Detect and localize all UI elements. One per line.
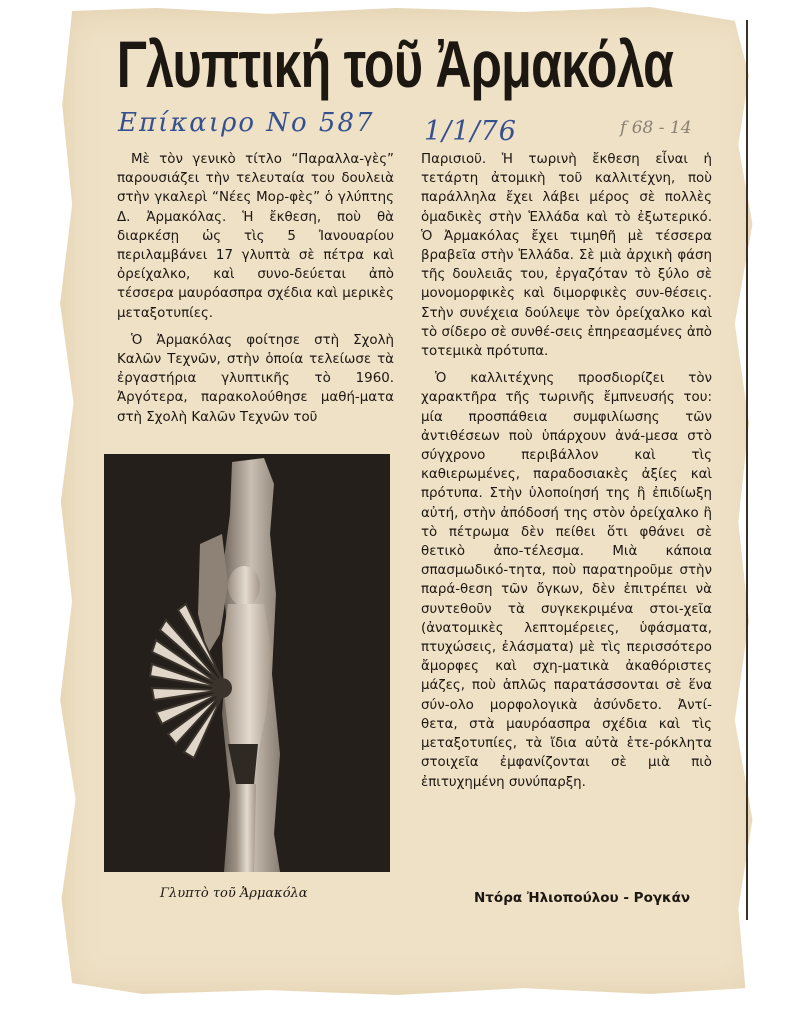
paragraph: Μὲ τὸν γενικὸ τίτλο “Παραλλα-γὲς” παρουσιάζει τὴν τελευταία του δουλειὰ στὴν γκαλερὶ “Νέες Μορ-φὲς” ὁ γλύπτης Δ. Ἀρμακόλας. Ἡ ἔκθεση, ποὺ θὰ διαρκέσῃ ὡς τὶς 5 Ἰανουαρίου περιλαμβάνει 17 γλυπτὰ σὲ πέτρα καὶ ὀρείχαλκο, καὶ συνο-δεύεται ἀπὸ τέσσερα μαυρόασπρα σχέδια καὶ μερικὲς μεταξοτυπίες. <box>117 152 394 321</box>
paragraph: Ὁ καλλιτέχνης προσδιορίζει τὸν χαρακτῆρα τῆς τωρινῆς ἔμπνευσής του: μία προσπάθεια συμφιλίωσης τῶν ἀντιθέσεων ποὺ ὑπάρχουν ἀνά-μεσα στὸ σύγχρονο περιβάλλον καὶ τὶς καθιερωμένες, παραδοσιακὲς ἀξίες καὶ πρότυπα. Στὴν ὑλοποίησή της ἢ ἐπιδίωξη αὐτή, στὴν ἀπόδοσή της στὸν ὀρείχαλκο ἢ τὸ πέτρωμα δὲν πείθει ὅτι φθάνει σὲ θετικὸ ἀπο-τέλεσμα. Μιὰ κάποια σπασμωδικό-τητα, ποὺ παρατηροῦμε στὴν παρά-θεση τῶν ὄγκων, δὲν ἐπιτρέπει νὰ συντεθοῦν τὰ συγκεκριμένα στοι-χεῖα (ἀνατομικὲς λεπτομέρειες, ὑφάσματα, πτυχώσεις, ἐλάσματα) μὲ τὶς περισσότερο ἄμορφες καὶ σχη-ματικὰ ἀκαθόριστες μάζες, ποὺ ἁπλῶς παρατάσσονται σὲ ἕνα σύν-ολο μορφολογικὰ ἀσύνδετο. Ἀντί-θετα, στὰ μαυρόασπρα σχέδια καὶ τὶς μεταξοτυπίες, τὰ ἴδια αὐτὰ ἑτε-ρόκλητα στοιχεῖα ἐμφανίζονται σὲ μιὰ πιὸ ἐπιτυχημένη συνύπαρξη. <box>421 371 712 790</box>
right-column <box>421 150 712 800</box>
article-title: Γλυπτική τοῦ Ἀρμακόλα <box>116 27 674 101</box>
paragraph: Ὁ Ἀρμακόλας φοίτησε στὴ Σχολὴ Καλῶν Τεχνῶν, στὴν ὁποία τελείωσε τὰ ἐργαστήρια γλυπτικῆς τὸ 1960. Ἀργότερα, παρακολούθησε μαθή-ματα στὴ Σχολὴ Καλῶν Τεχνῶν τοῦ <box>117 332 394 425</box>
photo-caption: Γλυπτὸ τοῦ Ἀρμακόλα <box>160 886 308 901</box>
sculpture-photo <box>104 454 390 872</box>
column-rule <box>746 20 748 920</box>
handwritten-date: 1/1/76 <box>424 116 517 147</box>
sculpture-illustration <box>104 454 390 872</box>
handwritten-source-note: Επίκαιρο Νο 587 <box>118 108 375 138</box>
article-author: Ντόρα Ἠλιοπούλου - Ρογκάν <box>474 890 691 906</box>
left-column <box>117 150 394 435</box>
pencil-archive-note: f 68 - 14 <box>620 118 692 138</box>
paragraph: Παρισιοῦ. Ἡ τωρινὴ ἔκθεση εἶναι ἡ τετάρτη ἀτομικὴ τοῦ καλλιτέχνη, ποὺ παράλληλα ἔχει λάβει μέρος σὲ πολλὲς ὁμαδικὲς στὴν Ἑλλάδα καὶ τὸ ἐξωτερικό. Ὁ Ἀρμακόλας ἔχει τιμηθῆ μὲ τέσσερα βραβεῖα στὴν Ἑλλάδα. Σὲ μιὰ ἀρχικὴ φάση τῆς δουλειᾶς του, ἐργαζόταν τὸ ξύλο σὲ μονομορφικὲς καὶ διμορφικὲς συν-θέσεις. Στὴν συνέχεια δούλεψε τὸν ὀρείχαλκο καὶ τὸ σίδερο σὲ συνθέ-σεις ἐπηρεασμένες ἀπὸ τοτεμικὰ πρότυπα. <box>421 152 712 360</box>
